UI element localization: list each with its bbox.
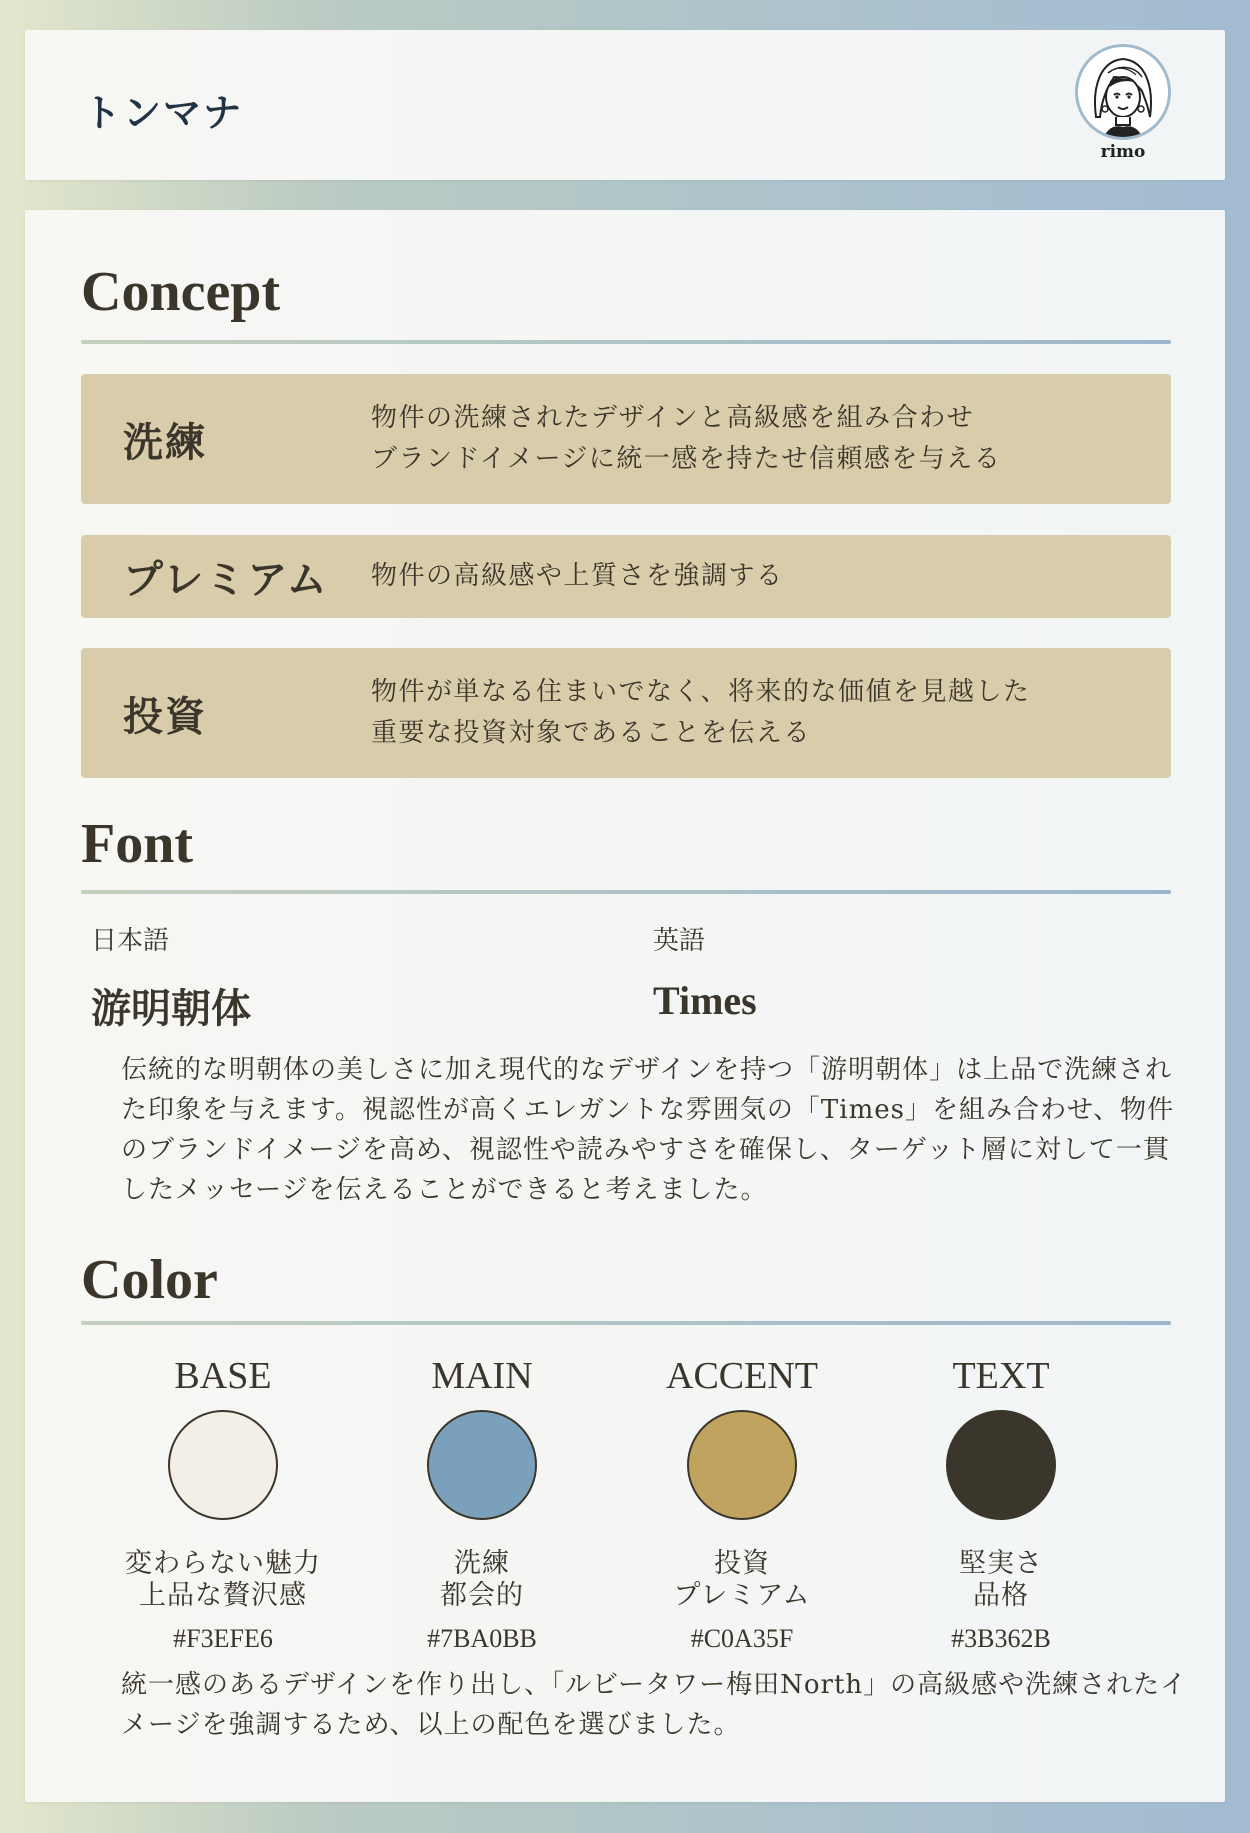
concept-heading: Concept — [81, 261, 281, 323]
font-heading: Font — [81, 813, 193, 875]
concept-description: 物件の洗練されたデザインと高級感を組み合わせ ブランドイメージに統一感を持たせ信頼感を与える — [371, 403, 1002, 474]
swatch-main — [352, 1350, 612, 1654]
concept-term: プレミアム — [123, 556, 329, 603]
page-title: トンマナ — [83, 90, 244, 135]
swatch-description: 堅実さ 品格 — [959, 1548, 1043, 1611]
concept-item-premium — [81, 535, 1171, 618]
swatch-hex: #C0A35F — [690, 1624, 794, 1653]
font-english-label: 英語 — [653, 926, 706, 956]
swatch-circle — [687, 1410, 797, 1520]
swatch-description: 投資 プレミアム — [673, 1548, 811, 1611]
color-description: 統一感のあるデザインを作り出し、「ルビータワー梅田North」の高級感や洗練されたイメージを強調するため、以上の配色を選びました。 — [121, 1670, 1188, 1740]
swatch-label: TEXT — [952, 1355, 1050, 1397]
font-divider — [81, 890, 1171, 894]
main-card — [25, 210, 1225, 1802]
swatch-label: MAIN — [431, 1355, 533, 1397]
concept-description: 物件の高級感や上質さを強調する — [371, 561, 784, 591]
font-japanese-label: 日本語 — [91, 926, 170, 956]
concept-term: 投資 — [123, 692, 207, 740]
avatar-illustration-icon — [1078, 47, 1168, 137]
font-english-name: Times — [653, 978, 757, 1023]
swatch-description: 変わらない魅力 上品な贅沢感 — [125, 1548, 321, 1611]
concept-item-refined — [81, 374, 1171, 504]
font-japanese — [91, 920, 251, 1034]
concept-term: 洗練 — [123, 418, 207, 466]
swatch-text — [871, 1350, 1131, 1654]
color-divider — [81, 1321, 1171, 1325]
author-badge — [1073, 44, 1173, 162]
header-card — [25, 30, 1225, 180]
swatch-hex: #F3EFE6 — [173, 1624, 273, 1653]
swatch-circle — [946, 1410, 1056, 1520]
font-japanese-name: 游明朝体 — [91, 985, 251, 1032]
swatch-accent — [612, 1350, 872, 1654]
author-name: rimo — [1100, 142, 1146, 162]
swatch-label: BASE — [174, 1355, 272, 1397]
font-english — [653, 920, 757, 1024]
swatch-circle — [427, 1410, 537, 1520]
swatch-hex: #3B362B — [951, 1624, 1051, 1653]
swatch-hex: #7BA0BB — [427, 1624, 537, 1653]
concept-description: 物件が単なる住まいでなく、将来的な価値を見越した 重要な投資対象であることを伝える — [371, 677, 1031, 748]
font-description: 伝統的な明朝体の美しさに加え現代的なデザインを持つ「游明朝体」は上品で洗練された印象を与えます。視認性が高くエレガントな雰囲気の「Times」を組み合わせ、物件のブランドイメージを高め、視認性や読みやすさを確保し、ターゲット層に対して一貫したメッセージを伝えることができると考えました。 — [121, 1055, 1175, 1205]
swatch-circle — [168, 1410, 278, 1520]
swatch-label: ACCENT — [666, 1355, 818, 1397]
color-heading: Color — [81, 1249, 218, 1311]
swatch-description: 洗練 都会的 — [440, 1548, 524, 1611]
concept-item-investment — [81, 648, 1171, 778]
avatar — [1075, 44, 1171, 140]
concept-divider — [81, 340, 1171, 344]
swatch-base — [93, 1350, 353, 1654]
